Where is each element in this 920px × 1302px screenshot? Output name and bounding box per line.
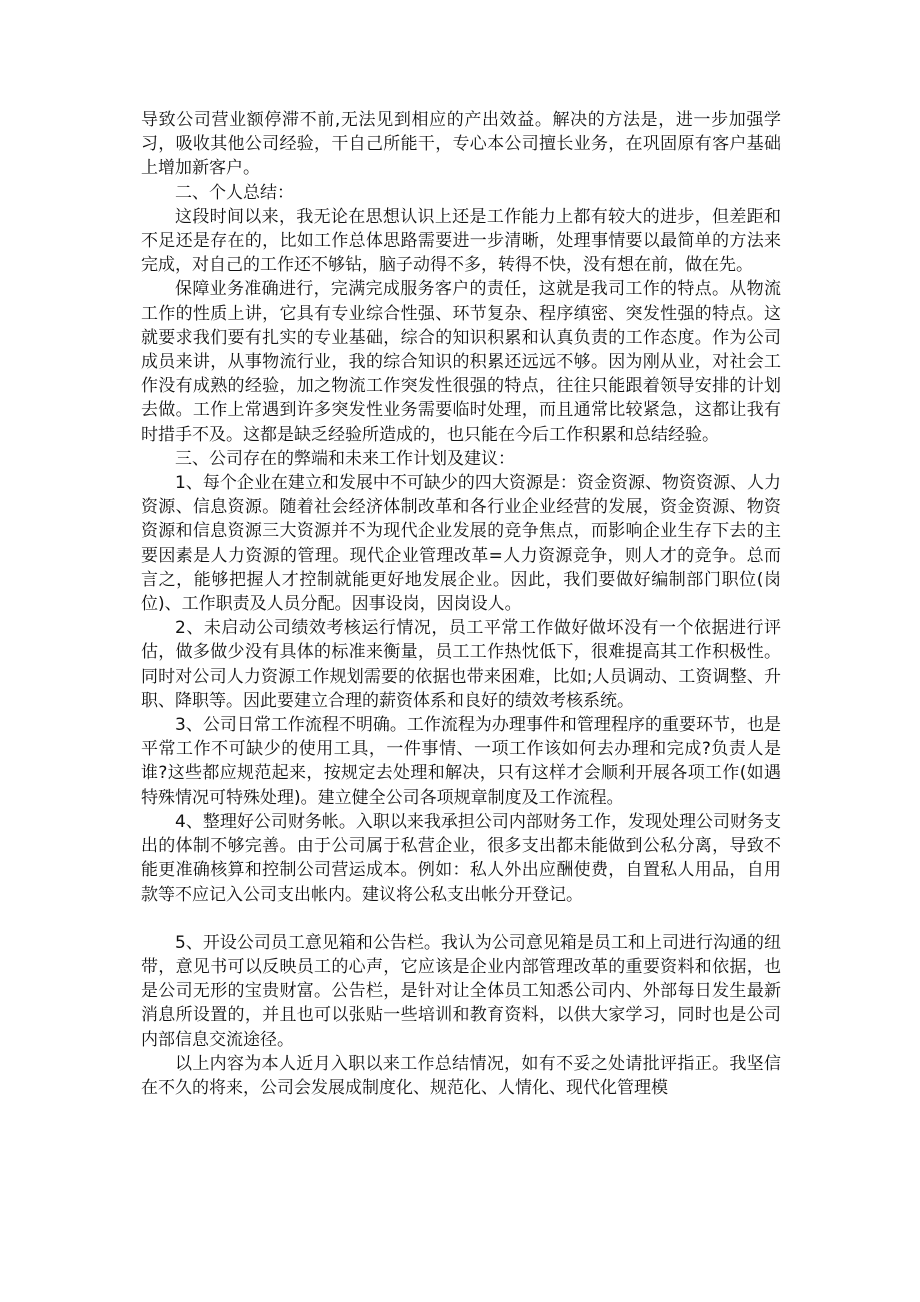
paragraph-item-2: 2、未启动公司绩效考核运行情况，员工平常工作做好做坏没有一个依据进行评估，做多做少没有具体的标准来衡量，员工工作热忱低下，很难提高其工作积极性。同时对公司人力资源工作规划需要的依据也带来困难，比如;人员调动、工资调整、升职、降职等。因此要建立合理的薪资体系和良好的绩效考核系统。 bbox=[141, 618, 781, 711]
document-page bbox=[141, 108, 781, 1100]
paragraph-item-5: 5、开设公司员工意见箱和公告栏。我认为公司意见箱是员工和上司进行沟通的纽带，意见书可以反映员工的心声，它应该是企业内部管理改革的重要资料和依据，也是公司无形的宝贵财富。公告栏，是针对让全体员工知悉公司内、外部每日发生最新消息所设置的，并且也可以张贴一些培训和教育资料，以供大家学习，同时也是公司内部信息交流途径。 bbox=[141, 932, 781, 1050]
paragraph-item-4: 4、整理好公司财务帐。入职以来我承担公司内部财务工作，发现处理公司财务支出的体制不够完善。由于公司属于私营企业，很多支出都未能做到公私分离，导致不能更准确核算和控制公司营运成本。例如：私人外出应酬使费，自置私人用品，自用款等不应记入公司支出帐内。建议将公私支出帐分开登记。 bbox=[141, 811, 781, 905]
paragraph-continuation: 导致公司营业额停滞不前,无法见到相应的产出效益。解决的方法是，进一步加强学习，吸收其他公司经验，干自己所能干，专心本公司擅长业务，在巩固原有客户基础上增加新客户。 bbox=[141, 110, 781, 179]
paragraph-item-1: 1、每个企业在建立和发展中不可缺少的四大资源是：资金资源、物资资源、人力资源、信息资源。随着社会经济体制改革和各行业企业经营的发展，资金资源、物资资源和信息资源三大资源并不为现代企业发展的竞争焦点，而影响企业生存下去的主要因素是人力资源的管理。现代企业管理改革=人力资源竞争，则人才的竞争。总而言之，能够把握人才控制就能更好地发展企业。因此，我们要做好编制部门职位(岗位)、工作职责及人员分配。因事设岗，因岗设人。 bbox=[141, 473, 781, 615]
paragraph-self-assessment: 这段时间以来，我无论在思想认识上还是工作能力上都有较大的进步，但差距和不足还是存在的，比如工作总体思路需要进一步清晰，处理事情要以最简单的方法来完成，对自己的工作还不够钻，脑子动得不多，转得不快，没有想在前，做在先。 bbox=[141, 206, 781, 276]
paragraph-item-3: 3、公司日常工作流程不明确。工作流程为办理事件和管理程序的重要环节，也是平常工作不可缺少的使用工具，一件事情、一项工作该如何去办理和完成?负责人是谁?这些都应规范起来，按规定去处理和解决，只有这样才会顺利开展各项工作(如遇特殊情况可特殊处理)。建立健全公司各项规章制度及工作流程。 bbox=[141, 715, 781, 808]
paragraph-spacer bbox=[141, 907, 781, 931]
paragraph-closing: 以上内容为本人近月入职以来工作总结情况，如有不妥之处请批评指正。我坚信在不久的将来，公司会发展成制度化、规范化、人情化、现代化管理模 bbox=[141, 1053, 781, 1098]
section-heading-company-issues: 三、公司存在的弊端和未来工作计划及建议： bbox=[175, 448, 515, 469]
section-heading-personal-summary: 二、个人总结： bbox=[175, 182, 294, 203]
paragraph-logistics-work: 保障业务准确进行，完满完成服务客户的责任，这就是我司工作的特点。从物流工作的性质上讲，它具有专业综合性强、环节复杂、程序缜密、突发性强的特点。这就要求我们要有扎实的专业基础，综合的知识积累和认真负责的工作态度。作为公司成员来讲，从事物流行业，我的综合知识的积累还远远不够。因为刚从业，对社会工作没有成熟的经验，加之物流工作突发性很强的特点，往往只能跟着领导安排的计划去做。工作上常遇到许多突发性业务需要临时处理，而且通常比较紧急，这都让我有时措手不及。这都是缺乏经验所造成的，也只能在今后工作积累和总结经验。 bbox=[141, 279, 781, 445]
